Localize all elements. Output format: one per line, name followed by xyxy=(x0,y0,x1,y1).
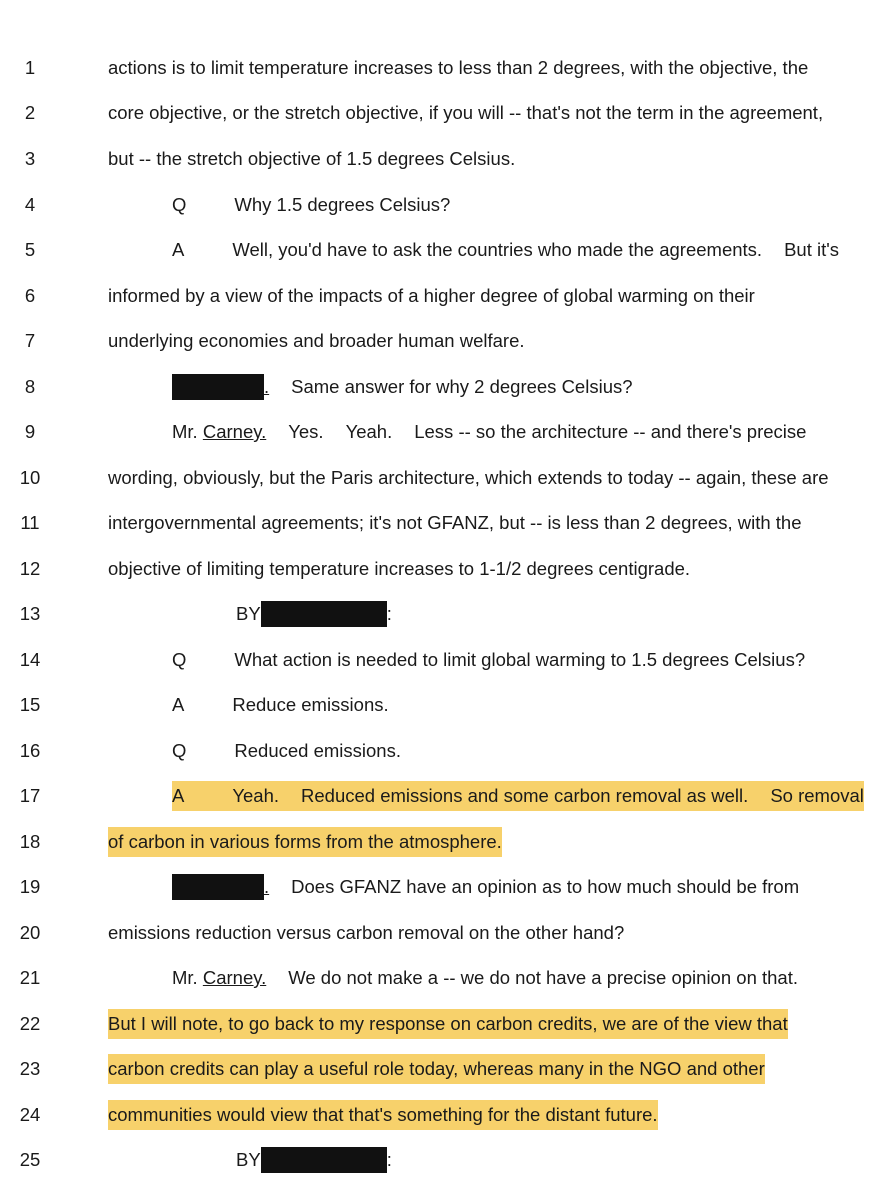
transcript-line xyxy=(0,372,893,402)
line-text xyxy=(172,963,798,993)
highlighted-line-text: communities would view that that's something for the distant future. xyxy=(108,1100,658,1130)
transcript-line xyxy=(0,1009,893,1039)
speaker-text: Yes. xyxy=(288,421,324,442)
qa-label: A xyxy=(172,694,185,715)
line-number: 12 xyxy=(19,558,41,579)
speaker-punct: . xyxy=(264,876,270,897)
line-text xyxy=(172,372,633,402)
highlighted-line-text xyxy=(172,781,864,811)
transcript-line xyxy=(0,1100,893,1130)
line-number: 20 xyxy=(19,922,41,943)
qa-text: Why 1.5 degrees Celsius? xyxy=(234,194,451,215)
line-number: 24 xyxy=(19,1104,41,1125)
line-text xyxy=(236,599,392,629)
line-text: emissions reduction versus carbon removal on the other hand? xyxy=(108,922,625,943)
speaker-prefix: Mr. xyxy=(172,967,198,988)
line-number: 17 xyxy=(19,785,41,806)
redaction-block xyxy=(172,874,264,900)
line-number: 16 xyxy=(19,740,41,761)
redaction-block xyxy=(261,1147,387,1173)
qa-label: Q xyxy=(172,740,187,761)
speaker-text: Yeah. xyxy=(345,421,393,442)
line-text xyxy=(236,1145,392,1175)
line-number: 11 xyxy=(20,512,40,533)
speaker-name: Carney. xyxy=(202,967,267,988)
line-number: 3 xyxy=(24,148,36,169)
line-number: 23 xyxy=(19,1058,41,1079)
redaction-block xyxy=(172,374,264,400)
line-text xyxy=(172,235,839,265)
transcript-line xyxy=(0,417,893,447)
transcript-line xyxy=(0,98,893,128)
transcript-line xyxy=(0,326,893,356)
line-number: 9 xyxy=(24,421,36,442)
line-number: 15 xyxy=(19,694,41,715)
line-number: 5 xyxy=(24,239,36,260)
speaker-text: We do not make a -- we do not have a precise opinion on that. xyxy=(288,967,798,988)
speaker-text: Less -- so the architecture -- and there's precise xyxy=(414,421,807,442)
line-number: 14 xyxy=(19,649,41,670)
line-text xyxy=(172,690,389,720)
transcript-line xyxy=(0,690,893,720)
by-label: BY xyxy=(236,603,261,624)
line-text: core objective, or the stretch objective, if you will -- that's not the term in the agreement, xyxy=(108,102,824,123)
transcript-line xyxy=(0,554,893,584)
line-number: 4 xyxy=(24,194,36,215)
transcript-line xyxy=(0,1145,893,1175)
speaker-text: Same answer for why 2 degrees Celsius? xyxy=(291,376,633,397)
highlighted-line-text: of carbon in various forms from the atmosphere. xyxy=(108,827,502,857)
line-number: 2 xyxy=(24,102,36,123)
transcript-line xyxy=(0,53,893,83)
speaker-name: Carney. xyxy=(202,421,267,442)
speaker-text: Does GFANZ have an opinion as to how much should be from xyxy=(291,876,800,897)
line-text xyxy=(172,736,401,766)
transcript-line xyxy=(0,645,893,675)
line-text: informed by a view of the impacts of a higher degree of global warming on their xyxy=(108,285,755,306)
transcript-line xyxy=(0,963,893,993)
line-number: 6 xyxy=(24,285,36,306)
line-number: 10 xyxy=(19,467,41,488)
transcript-line xyxy=(0,827,893,857)
line-text: intergovernmental agreements; it's not GFANZ, but -- is less than 2 degrees, with the xyxy=(108,512,802,533)
speaker-punct: . xyxy=(264,376,270,397)
qa-label: Q xyxy=(172,649,187,670)
transcript-line xyxy=(0,599,893,629)
redaction-block xyxy=(261,601,387,627)
by-colon: : xyxy=(386,1149,392,1170)
transcript-line xyxy=(0,872,893,902)
line-text: underlying economies and broader human welfare. xyxy=(108,330,525,351)
transcript-line xyxy=(0,1054,893,1084)
qa-text: What action is needed to limit global warming to 1.5 degrees Celsius? xyxy=(234,649,806,670)
line-number: 7 xyxy=(24,330,36,351)
qa-text: So removal xyxy=(770,785,864,806)
transcript-line xyxy=(0,190,893,220)
by-label: BY xyxy=(236,1149,261,1170)
line-number: 22 xyxy=(19,1013,41,1034)
line-number: 21 xyxy=(19,967,41,988)
transcript-line xyxy=(0,281,893,311)
line-number: 8 xyxy=(24,376,36,397)
line-text: actions is to limit temperature increases to less than 2 degrees, with the objective, the xyxy=(108,57,809,78)
transcript-line xyxy=(0,144,893,174)
qa-text: Reduced emissions. xyxy=(234,740,401,761)
line-text: wording, obviously, but the Paris architecture, which extends to today -- again, these are xyxy=(108,467,829,488)
line-number: 1 xyxy=(24,57,36,78)
transcript-line xyxy=(0,235,893,265)
qa-text: But it's xyxy=(784,239,840,260)
line-text xyxy=(172,645,805,675)
line-number: 18 xyxy=(19,831,41,852)
line-text xyxy=(172,417,806,447)
line-number: 25 xyxy=(19,1149,41,1170)
line-text: but -- the stretch objective of 1.5 degrees Celsius. xyxy=(108,148,516,169)
qa-text: Well, you'd have to ask the countries who made the agreements. xyxy=(232,239,763,260)
highlighted-line-text: carbon credits can play a useful role today, whereas many in the NGO and other xyxy=(108,1054,765,1084)
qa-label: Q xyxy=(172,194,187,215)
qa-text: Reduced emissions and some carbon removal as well. xyxy=(301,785,749,806)
by-colon: : xyxy=(386,603,392,624)
line-number: 13 xyxy=(19,603,41,624)
transcript-line xyxy=(0,781,893,811)
transcript-line xyxy=(0,736,893,766)
line-number: 19 xyxy=(19,876,41,897)
line-text xyxy=(172,872,799,902)
line-text xyxy=(172,190,450,220)
highlighted-line-text: But I will note, to go back to my response on carbon credits, we are of the view that xyxy=(108,1009,788,1039)
transcript-line xyxy=(0,508,893,538)
qa-label: A xyxy=(172,785,185,806)
transcript-line xyxy=(0,463,893,493)
qa-label: A xyxy=(172,239,185,260)
qa-text: Reduce emissions. xyxy=(232,694,389,715)
speaker-prefix: Mr. xyxy=(172,421,198,442)
line-text: objective of limiting temperature increases to 1-1/2 degrees centigrade. xyxy=(108,558,691,579)
transcript-line xyxy=(0,918,893,948)
qa-text: Yeah. xyxy=(232,785,279,806)
